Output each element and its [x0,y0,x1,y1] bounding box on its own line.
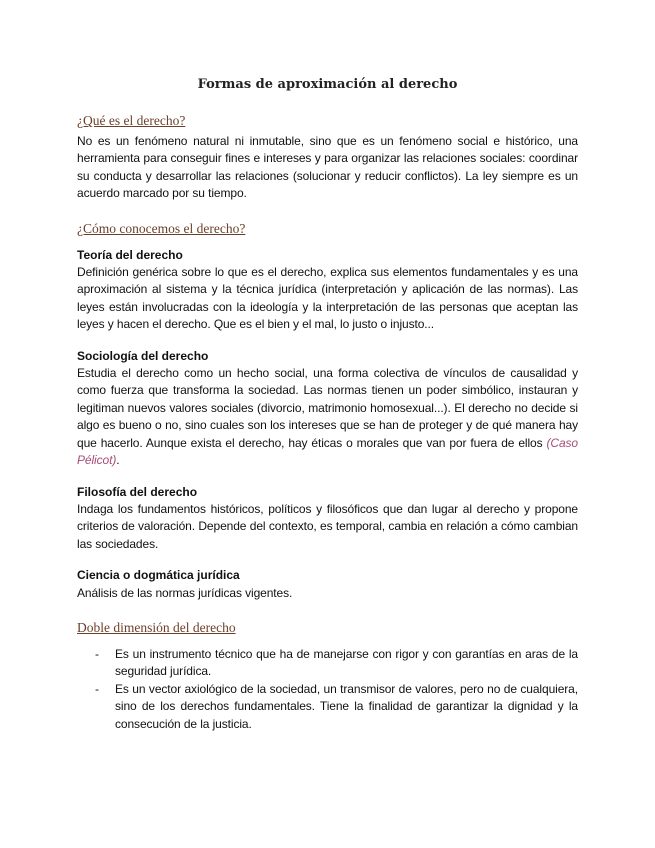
paragraph-ciencia: Análisis de las normas jurídicas vigentes. [77,585,293,600]
sociologia-end: . [116,453,120,468]
sociologia-text: Estudia el derecho como un hecho social, una forma colectiva de vínculos de causalidad y como fuerza que transforma la sociedad. Las normas tienen un poder simbólico, instauran y legitiman nuevos valores sociales (divorcio, matrimonio homosexual...). El derecho no decide si algo es bueno o no, sino cuales son los intereses que se han de proteger y de qué manera hay que hacerlo. Aunque exista el derecho, hay éticas o morales que van por fuera de ellos [77,366,578,450]
list-item: - Es un instrumento técnico que ha de manejarse con rigor y con garantías en aras de la seguridad jurídica. [95,646,578,679]
list-item: - Es un vector axiológico de la sociedad, un transmisor de valores, pero no de cualquiera, sino de los derechos fundamentales. Tiene la finalidad de garantizar la dignidad y la consecución de la justicia. [95,681,578,731]
bullet-dash: - [95,646,99,661]
heading-doble-dimension: Doble dimensión del derecho [77,619,236,635]
bullet-dash: - [95,681,99,696]
subheading-filosofia: Filosofía del derecho [77,484,198,499]
doble-dimension-list [77,646,578,733]
subheading-teoria: Teoría del derecho [77,247,183,262]
paragraph-que-es: No es un fenómeno natural ni inmutable, sino que es un fenómeno social e histórico, una herramienta para conseguir fines e intereses y para organizar las relaciones sociales: coordinar su conducta y desarrollar las relaciones (solucionar y reducir conflictos). La ley siempre es un acuerdo marcado por su tiempo. [77,134,578,201]
heading-como-conocemos: ¿Cómo conocemos el derecho? [77,220,246,236]
document-body [77,113,578,733]
paragraph-filosofia: Indaga los fundamentos históricos, políticos y filosóficos que dan lugar al derecho y propone criterios de valoración. Depende del contexto, es temporal, cambia en relación a cómo cambian las sociedades. [77,501,578,551]
subheading-ciencia: Ciencia o dogmática jurídica [77,568,240,583]
heading-que-es: ¿Qué es el derecho? [77,113,186,128]
subheading-sociologia: Sociología del derecho [77,348,209,363]
document-title: Formas de aproximación al derecho [197,77,458,92]
paragraph-teoria: Definición genérica sobre lo que es el derecho, explica sus elementos fundamentales y es una aproximación al sistema y la técnica jurídica (interpretación y aplicación de las normas). Las leyes están involucradas con la ideología y la interpretación de las personas que aceptan las leyes y hacen el derecho. Que es el bien y el mal, lo justo o injusto... [77,265,578,332]
paragraph-sociologia [77,365,578,469]
caso-pelicot-reference: (Caso Pélicot) [77,435,578,468]
